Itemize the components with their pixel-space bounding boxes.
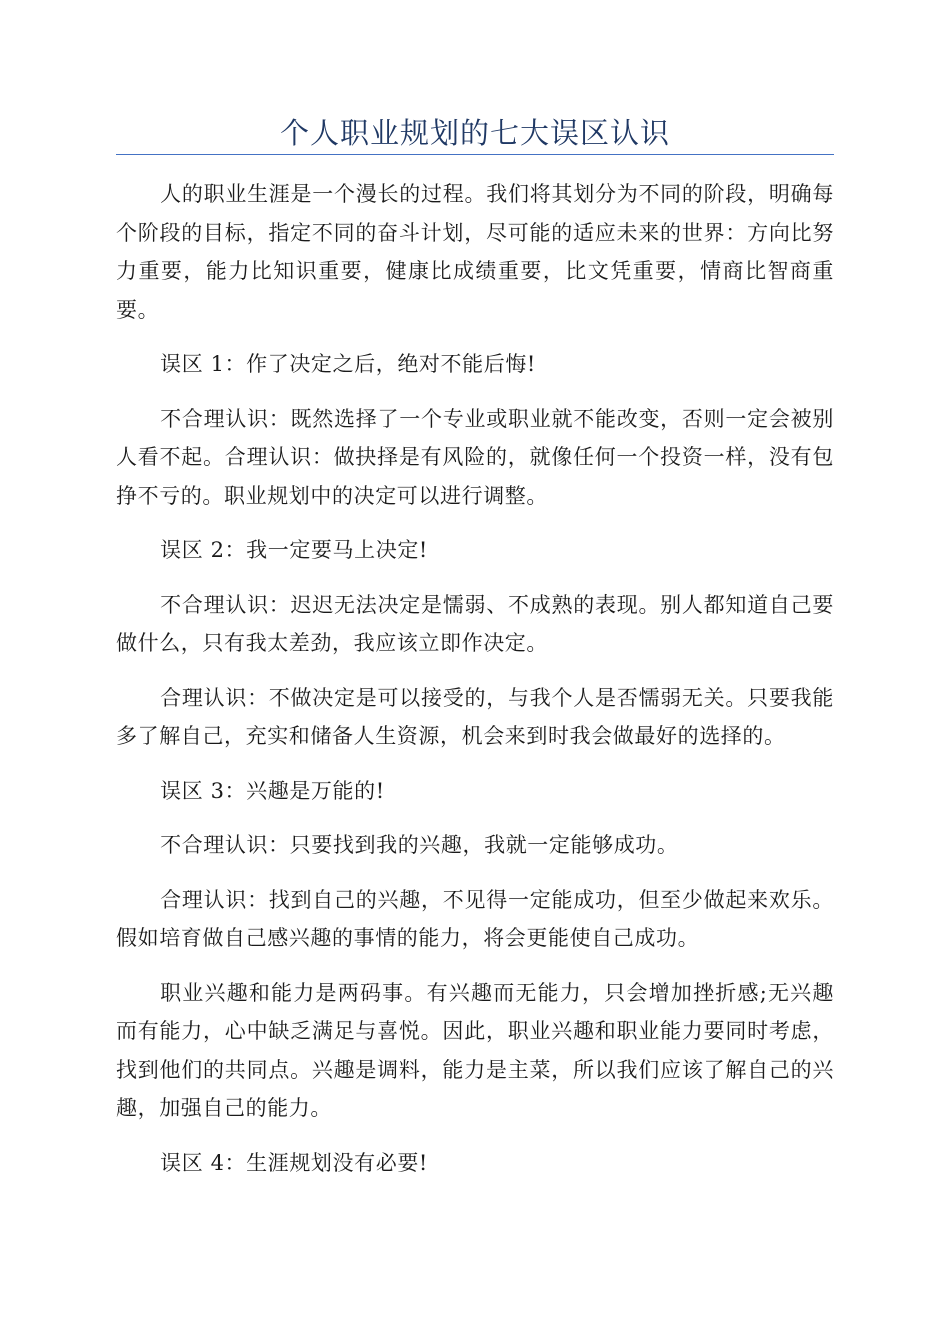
myth-3-heading: 误区 3：兴趣是万能的! (160, 778, 385, 803)
document-title: 个人职业规划的七大误区认识 (279, 116, 670, 150)
myth-4-heading: 误区 4：生涯规划没有必要! (160, 1150, 428, 1175)
myth-2-unreasonable: 不合理认识：迟迟无法决定是懦弱、不成熟的表现。别人都知道自己要做什么，只有我太差劲，我应该立即作决定。 (116, 592, 834, 655)
myth-3-reasonable: 合理认识：找到自己的兴趣，不见得一定能成功，但至少做起来欢乐。假如培育做自己感兴趣的事情的能力，将会更能使自己成功。 (116, 887, 834, 950)
myth-3-discussion: 职业兴趣和能力是两码事。有兴趣而无能力，只会增加挫折感;无兴趣而有能力，心中缺乏满足与喜悦。因此，职业兴趣和职业能力要同时考虑，找到他们的共同点。兴趣是调料，能力是主菜，所以我们应该了解自己的兴趣，加强自己的能力。 (116, 980, 834, 1120)
intro-paragraph: 人的职业生涯是一个漫长的过程。我们将其划分为不同的阶段，明确每个阶段的目标，指定不同的奋斗计划，尽可能的适应未来的世界：方向比努力重要，能力比知识重要，健康比成绩重要，比文凭重要，情商比智商重要。 (116, 182, 834, 322)
myth-2-heading: 误区 2：我一定要马上决定! (160, 538, 428, 562)
myth-1-explanation: 不合理认识：既然选择了一个专业或职业就不能改变，否则一定会被别人看不起。合理认识：做抉择是有风险的，就像任何一个投资一样，没有包挣不亏的。职业规划中的决定可以进行调整。 (116, 406, 834, 508)
myth-1-heading: 误区 1：作了决定之后，绝对不能后悔! (160, 352, 536, 376)
myth-3-unreasonable: 不合理认识：只要找到我的兴趣，我就一定能够成功。 (160, 833, 679, 857)
title-underline (116, 154, 834, 155)
myth-2-reasonable: 合理认识：不做决定是可以接受的，与我个人是否懦弱无关。只要我能多了解自己，充实和储备人生资源，机会来到时我会做最好的选择的。 (116, 685, 834, 748)
document-body (116, 175, 834, 1198)
